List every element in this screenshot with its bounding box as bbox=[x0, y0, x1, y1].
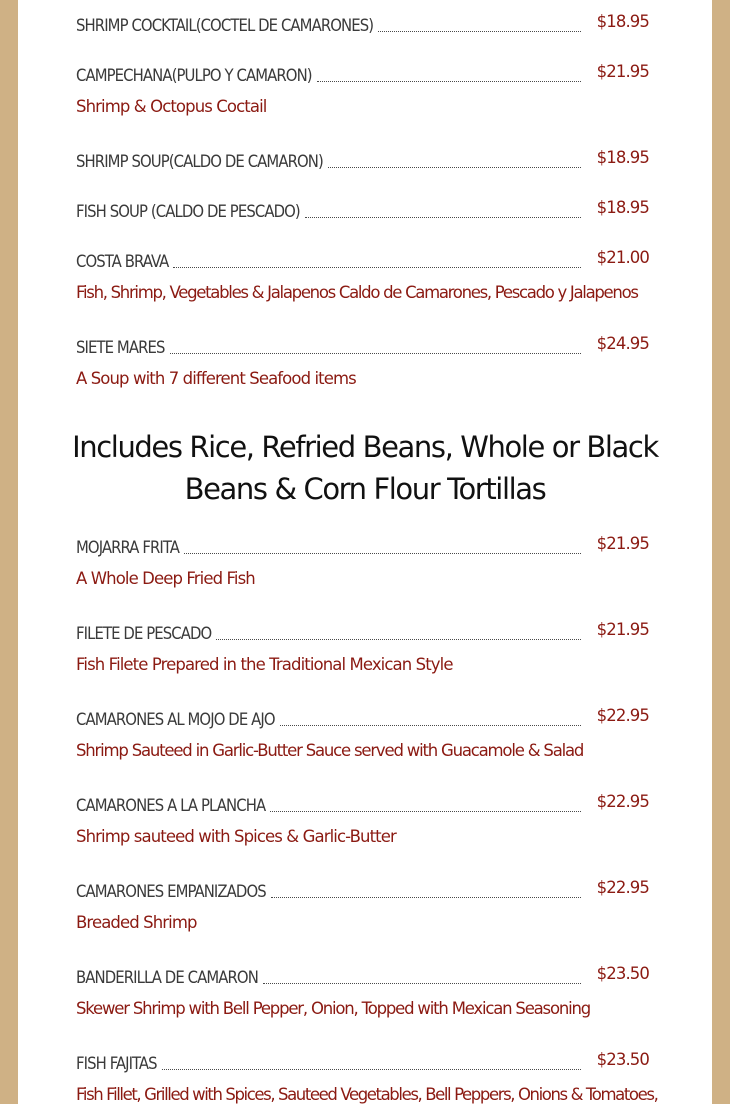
menu-item-description: Shrimp sauteed with Spices & Garlic-Butter bbox=[76, 827, 396, 846]
menu-item-description: A Soup with 7 different Seafood items bbox=[76, 369, 356, 388]
menu-item bbox=[76, 64, 649, 118]
dotted-leader bbox=[378, 30, 581, 32]
menu-item-description: Shrimp & Octopus Coctail bbox=[76, 97, 267, 116]
menu-item-price: $18.95 bbox=[596, 148, 649, 167]
menu-item bbox=[76, 794, 649, 848]
menu-item-price: $21.95 bbox=[596, 62, 649, 81]
menu-item-name: CAMPECHANA(PULPO Y CAMARON) bbox=[76, 66, 312, 85]
menu-item-name: FISH FAJITAS bbox=[76, 1054, 157, 1073]
menu-item-description: Fish Fillet, Grilled with Spices, Sauteed Vegetables, Bell Peppers, Onions & Tomatoes, bbox=[76, 1085, 658, 1104]
menu-item-price: $22.95 bbox=[596, 706, 649, 725]
menu-item bbox=[76, 150, 649, 172]
menu-item-price: $24.95 bbox=[596, 334, 649, 353]
menu-item-price: $21.95 bbox=[596, 620, 649, 639]
menu-item-name: FISH SOUP (CALDO DE PESCADO) bbox=[76, 202, 300, 221]
menu-item-description: Fish Filete Prepared in the Traditional Mexican Style bbox=[76, 655, 453, 674]
menu-item-price: $18.95 bbox=[596, 198, 649, 217]
menu-item-description: Shrimp Sauteed in Garlic-Butter Sauce served with Guacamole & Salad bbox=[76, 741, 584, 760]
menu-item-description: Breaded Shrimp bbox=[76, 913, 197, 932]
menu-item-name: MOJARRA FRITA bbox=[76, 538, 180, 557]
dotted-leader bbox=[270, 810, 580, 812]
menu-item-name: SHRIMP COCKTAIL(COCTEL DE CAMARONES) bbox=[76, 16, 374, 35]
menu-item-price: $18.95 bbox=[596, 12, 649, 31]
menu-item bbox=[76, 14, 649, 36]
menu-item-name: CAMARONES AL MOJO DE AJO bbox=[76, 710, 275, 729]
menu-item-name: SHRIMP SOUP(CALDO DE CAMARON) bbox=[76, 152, 323, 171]
dotted-leader bbox=[184, 552, 581, 554]
menu-item-description: Fish, Shrimp, Vegetables & Jalapenos Caldo de Camarones, Pescado y Jalapenos bbox=[76, 283, 638, 302]
menu-item bbox=[76, 336, 649, 390]
menu-item bbox=[76, 250, 649, 304]
dotted-leader bbox=[271, 896, 581, 898]
menu-item-name: CAMARONES A LA PLANCHA bbox=[76, 796, 266, 815]
dotted-leader bbox=[328, 166, 581, 168]
menu-item bbox=[76, 880, 649, 934]
menu-item-name: COSTA BRAVA bbox=[76, 252, 169, 271]
menu-item-price: $21.00 bbox=[596, 248, 649, 267]
menu-item-name: SIETE MARES bbox=[76, 338, 165, 357]
menu-item bbox=[76, 708, 649, 762]
menu-item-price: $21.95 bbox=[596, 534, 649, 553]
dotted-leader bbox=[280, 724, 581, 726]
section-heading: Includes Rice, Refried Beans, Whole or Black Beans & Corn Flour Tortillas bbox=[72, 430, 658, 506]
menu-item bbox=[76, 966, 649, 1020]
menu-item-price: $22.95 bbox=[596, 792, 649, 811]
menu-item-price: $23.50 bbox=[596, 964, 649, 983]
menu-item-name: CAMARONES EMPANIZADOS bbox=[76, 882, 266, 901]
dotted-leader bbox=[162, 1068, 581, 1070]
menu-item-price: $23.50 bbox=[596, 1050, 649, 1069]
menu-item-name: FILETE DE PESCADO bbox=[76, 624, 212, 643]
menu-item bbox=[76, 200, 649, 222]
dotted-leader bbox=[173, 266, 580, 268]
dotted-leader bbox=[317, 80, 581, 82]
dotted-leader bbox=[170, 352, 581, 354]
menu-item bbox=[76, 622, 649, 676]
menu-item-name: BANDERILLA DE CAMARON bbox=[76, 968, 258, 987]
dotted-leader bbox=[263, 982, 581, 984]
menu-item bbox=[76, 1050, 658, 1106]
dotted-leader bbox=[305, 216, 581, 218]
menu-item-description: A Whole Deep Fried Fish bbox=[76, 569, 255, 588]
menu-item bbox=[76, 536, 649, 590]
dotted-leader bbox=[216, 638, 580, 640]
menu-item-description: Skewer Shrimp with Bell Pepper, Onion, Topped with Mexican Seasoning bbox=[76, 999, 591, 1018]
menu-item-price: $22.95 bbox=[596, 878, 649, 897]
